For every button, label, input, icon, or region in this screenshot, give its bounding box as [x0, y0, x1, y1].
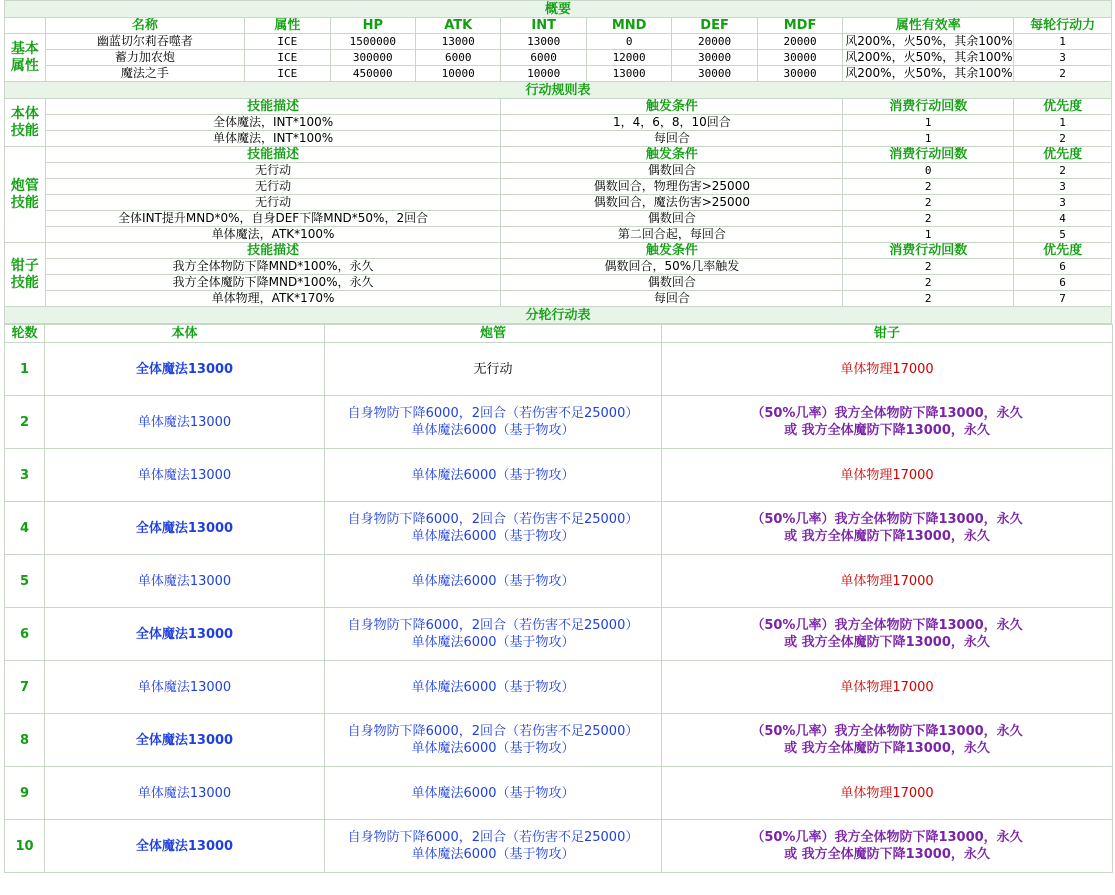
section-title: 分轮行动表 [5, 307, 1112, 324]
cannon-action [325, 396, 662, 449]
column-header: 消费行动回数 [843, 147, 1014, 163]
claw-action-line: （50%几率）我方全体物防下降13000，永久 [751, 406, 1023, 421]
body-action: 全体魔法13000 [45, 820, 325, 873]
table-cell: 单体物理，ATK*170% [45, 291, 501, 307]
column-header: 触发条件 [501, 99, 843, 115]
round-row [5, 767, 1113, 820]
table-row [5, 66, 1112, 82]
claw-action-line: 或 我方全体魔防下降13000，永久 [784, 635, 990, 650]
column-header: 属性有效率 [843, 18, 1014, 34]
claw-action-line: 单体物理17000 [840, 785, 934, 801]
table-row [5, 163, 1112, 179]
table-cell: 偶数回合 [501, 211, 843, 227]
table-row [5, 291, 1112, 307]
table-cell: 偶数回合，物理伤害>25000 [501, 179, 843, 195]
claw-action [662, 767, 1113, 820]
table-cell: 2 [1014, 66, 1112, 82]
side-label: 基本属性 [5, 34, 46, 82]
table-cell: 1 [843, 227, 1014, 243]
column-header: 属性 [245, 18, 330, 34]
table-cell: 2 [843, 179, 1014, 195]
round-number: 7 [5, 661, 45, 714]
table-row [5, 131, 1112, 147]
cannon-action-line: 自身物防下降6000，2回合（若伤害不足25000） [347, 830, 639, 845]
cannon-action-line: 单体魔法6000（基于物攻） [411, 679, 575, 695]
round-row [5, 661, 1113, 714]
cannon-action [325, 449, 662, 502]
round-row [5, 449, 1113, 502]
table-cell: 3 [1014, 179, 1112, 195]
body-action: 单体魔法13000 [45, 767, 325, 820]
column-header: 优先度 [1014, 147, 1112, 163]
table-cell: 30000 [757, 66, 842, 82]
column-header: 优先度 [1014, 99, 1112, 115]
table-cell: ICE [245, 50, 330, 66]
column-header: 消费行动回数 [843, 99, 1014, 115]
table-cell: 6 [1014, 259, 1112, 275]
cannon-action [325, 767, 662, 820]
cannon-action-line: 自身物防下降6000，2回合（若伤害不足25000） [347, 512, 639, 527]
round-number: 1 [5, 343, 45, 396]
cannon-action [325, 661, 662, 714]
cannon-action [325, 608, 662, 661]
table-cell: ICE [245, 34, 330, 50]
table-cell: 2 [1014, 131, 1112, 147]
overview-title-row [5, 1, 1112, 18]
claw-action-line: （50%几率）我方全体物防下降13000，永久 [751, 512, 1023, 527]
table-cell: 0 [586, 34, 671, 50]
table-cell: 7 [1014, 291, 1112, 307]
rules-header-row [5, 99, 1112, 115]
table-row [5, 227, 1112, 243]
table-row [5, 259, 1112, 275]
table-cell: 5 [1014, 227, 1112, 243]
cannon-action [325, 502, 662, 555]
round-row [5, 714, 1113, 767]
column-header: 技能描述 [45, 99, 501, 115]
table-cell: 无行动 [45, 179, 501, 195]
table-cell: 2 [843, 195, 1014, 211]
table-cell: 第二回合起，每回合 [501, 227, 843, 243]
cannon-action-line: 自身物防下降6000，2回合（若伤害不足25000） [347, 618, 639, 633]
table-cell: 2 [843, 275, 1014, 291]
cannon-action-line: 自身物防下降6000，2回合（若伤害不足25000） [347, 406, 639, 421]
claw-action [662, 343, 1113, 396]
claw-action-line: （50%几率）我方全体物防下降13000，永久 [751, 618, 1023, 633]
table-cell: 2 [1014, 163, 1112, 179]
cannon-action [325, 343, 662, 396]
table-cell: ICE [245, 66, 330, 82]
cannon-action-line: 单体魔法6000（基于物攻） [411, 785, 575, 801]
claw-action [662, 661, 1113, 714]
table-cell: 4 [1014, 211, 1112, 227]
column-header: 钳子 [662, 325, 1113, 343]
table-cell: 全体INT提升MND*0%，自身DEF下降MND*50%，2回合 [45, 211, 501, 227]
table-cell: 无行动 [45, 195, 501, 211]
body-action: 全体魔法13000 [45, 502, 325, 555]
table-row [5, 195, 1112, 211]
rules-title-row [5, 82, 1112, 99]
table-cell: 13000 [416, 34, 501, 50]
table-row [5, 50, 1112, 66]
rules-header-row [5, 243, 1112, 259]
table-cell: 风200%，火50%，其余100% [843, 34, 1014, 50]
table-cell: 单体魔法，ATK*100% [45, 227, 501, 243]
body-action: 全体魔法13000 [45, 608, 325, 661]
column-header: MDF [757, 18, 842, 34]
claw-action [662, 714, 1113, 767]
table-cell: 6000 [501, 50, 586, 66]
table-cell: 1 [843, 131, 1014, 147]
cannon-action-line: 无行动 [473, 361, 513, 377]
table-cell: 每回合 [501, 131, 843, 147]
table-cell: 无行动 [45, 163, 501, 179]
section-title: 概要 [5, 1, 1112, 18]
round-table-title-row [5, 307, 1112, 324]
claw-action [662, 555, 1113, 608]
round-header-row [5, 325, 1113, 343]
cannon-action [325, 820, 662, 873]
table-row [5, 275, 1112, 291]
column-header: 每轮行动力 [1014, 18, 1112, 34]
table-cell: 幽蓝切尔莉吞噬者 [45, 34, 244, 50]
column-header: 名称 [45, 18, 244, 34]
body-action: 全体魔法13000 [45, 714, 325, 767]
cannon-action-line: 自身物防下降6000，2回合（若伤害不足25000） [347, 724, 639, 739]
round-row [5, 343, 1113, 396]
cannon-action-line: 单体魔法6000（基于物攻） [411, 741, 575, 756]
table-cell: 偶数回合 [501, 275, 843, 291]
table-cell: 风200%，火50%，其余100% [843, 66, 1014, 82]
table-cell: 20000 [672, 34, 757, 50]
cannon-action-line: 单体魔法6000（基于物攻） [411, 467, 575, 483]
table-cell: 30000 [672, 50, 757, 66]
table-cell: 3 [1014, 50, 1112, 66]
section-title: 行动规则表 [5, 82, 1112, 99]
table-cell: 450000 [330, 66, 415, 82]
cannon-action-line: 单体魔法6000（基于物攻） [411, 529, 575, 544]
claw-action-line: 单体物理17000 [840, 679, 934, 695]
table-cell: 13000 [501, 34, 586, 50]
table-cell: 1 [1014, 115, 1112, 131]
table-cell: 20000 [757, 34, 842, 50]
table-row [5, 115, 1112, 131]
claw-action-line: 或 我方全体魔防下降13000，永久 [784, 847, 990, 862]
round-number: 5 [5, 555, 45, 608]
round-number: 4 [5, 502, 45, 555]
column-header: 轮数 [5, 325, 45, 343]
column-header: 本体 [45, 325, 325, 343]
round-row [5, 555, 1113, 608]
rules-header-row [5, 147, 1112, 163]
cannon-action [325, 555, 662, 608]
cannon-action-line: 单体魔法6000（基于物攻） [411, 635, 575, 650]
table-cell: 6000 [416, 50, 501, 66]
column-header: DEF [672, 18, 757, 34]
table-cell: 偶数回合，魔法伤害>25000 [501, 195, 843, 211]
table-cell: 1 [843, 115, 1014, 131]
table-cell: 风200%，火50%，其余100% [843, 50, 1014, 66]
column-header: 消费行动回数 [843, 243, 1014, 259]
round-row [5, 396, 1113, 449]
overview-header-row [5, 18, 1112, 34]
table-cell: 每回合 [501, 291, 843, 307]
table-cell: 3 [1014, 195, 1112, 211]
table-cell: 1500000 [330, 34, 415, 50]
claw-action [662, 820, 1113, 873]
boss-info-document [4, 0, 1112, 873]
claw-action [662, 608, 1113, 661]
claw-action-line: 或 我方全体魔防下降13000，永久 [784, 529, 990, 544]
claw-action-line: 单体物理17000 [840, 467, 934, 483]
column-header: 触发条件 [501, 243, 843, 259]
table-cell: 30000 [757, 50, 842, 66]
claw-action-line: （50%几率）我方全体物防下降13000，永久 [751, 724, 1023, 739]
table-cell: 蓄力加农炮 [45, 50, 244, 66]
cannon-action-line: 单体魔法6000（基于物攻） [411, 423, 575, 438]
column-header: ATK [416, 18, 501, 34]
table-cell: 10000 [416, 66, 501, 82]
body-action: 单体魔法13000 [45, 449, 325, 502]
column-header: 炮管 [325, 325, 662, 343]
body-action: 单体魔法13000 [45, 396, 325, 449]
table-row [5, 179, 1112, 195]
body-action: 单体魔法13000 [45, 555, 325, 608]
claw-action-line: 或 我方全体魔防下降13000，永久 [784, 423, 990, 438]
claw-action-line: 单体物理17000 [840, 573, 934, 589]
column-header: 技能描述 [45, 147, 501, 163]
side-label: 本体技能 [5, 99, 46, 147]
round-row [5, 608, 1113, 661]
claw-action [662, 502, 1113, 555]
cannon-action [325, 714, 662, 767]
table-cell: 300000 [330, 50, 415, 66]
table-cell: 偶数回合 [501, 163, 843, 179]
claw-action-line: （50%几率）我方全体物防下降13000，永久 [751, 830, 1023, 845]
column-header: 技能描述 [45, 243, 501, 259]
table-cell: 12000 [586, 50, 671, 66]
round-number: 6 [5, 608, 45, 661]
blank-cell [5, 18, 46, 34]
round-number: 3 [5, 449, 45, 502]
column-header: 优先度 [1014, 243, 1112, 259]
claw-action-line: 或 我方全体魔防下降13000，永久 [784, 741, 990, 756]
table-cell: 10000 [501, 66, 586, 82]
table-cell: 30000 [672, 66, 757, 82]
column-header: 触发条件 [501, 147, 843, 163]
side-label: 钳子技能 [5, 243, 46, 307]
column-header: MND [586, 18, 671, 34]
table-cell: 魔法之手 [45, 66, 244, 82]
claw-action-line: 单体物理17000 [840, 361, 934, 377]
claw-action [662, 396, 1113, 449]
table-cell: 1，4，6，8，10回合 [501, 115, 843, 131]
table-row [5, 34, 1112, 50]
table-cell: 我方全体魔防下降MND*100%，永久 [45, 275, 501, 291]
table-cell: 单体魔法，INT*100% [45, 131, 501, 147]
cannon-action-line: 单体魔法6000（基于物攻） [411, 847, 575, 862]
table-cell: 6 [1014, 275, 1112, 291]
column-header: INT [501, 18, 586, 34]
round-action-table [4, 324, 1113, 873]
table-cell: 全体魔法，INT*100% [45, 115, 501, 131]
table-cell: 2 [843, 291, 1014, 307]
round-number: 2 [5, 396, 45, 449]
table-row [5, 211, 1112, 227]
body-action: 单体魔法13000 [45, 661, 325, 714]
table-cell: 我方全体物防下降MND*100%，永久 [45, 259, 501, 275]
round-row [5, 502, 1113, 555]
side-label: 炮管技能 [5, 147, 46, 243]
round-number: 8 [5, 714, 45, 767]
claw-action [662, 449, 1113, 502]
round-number: 9 [5, 767, 45, 820]
body-action: 全体魔法13000 [45, 343, 325, 396]
column-header: HP [330, 18, 415, 34]
round-number: 10 [5, 820, 45, 873]
table-cell: 13000 [586, 66, 671, 82]
table-cell: 1 [1014, 34, 1112, 50]
table-cell: 0 [843, 163, 1014, 179]
cannon-action-line: 单体魔法6000（基于物攻） [411, 573, 575, 589]
overview-and-rules-table [4, 0, 1112, 324]
round-row [5, 820, 1113, 873]
table-cell: 偶数回合，50%几率触发 [501, 259, 843, 275]
table-cell: 2 [843, 259, 1014, 275]
table-cell: 2 [843, 211, 1014, 227]
